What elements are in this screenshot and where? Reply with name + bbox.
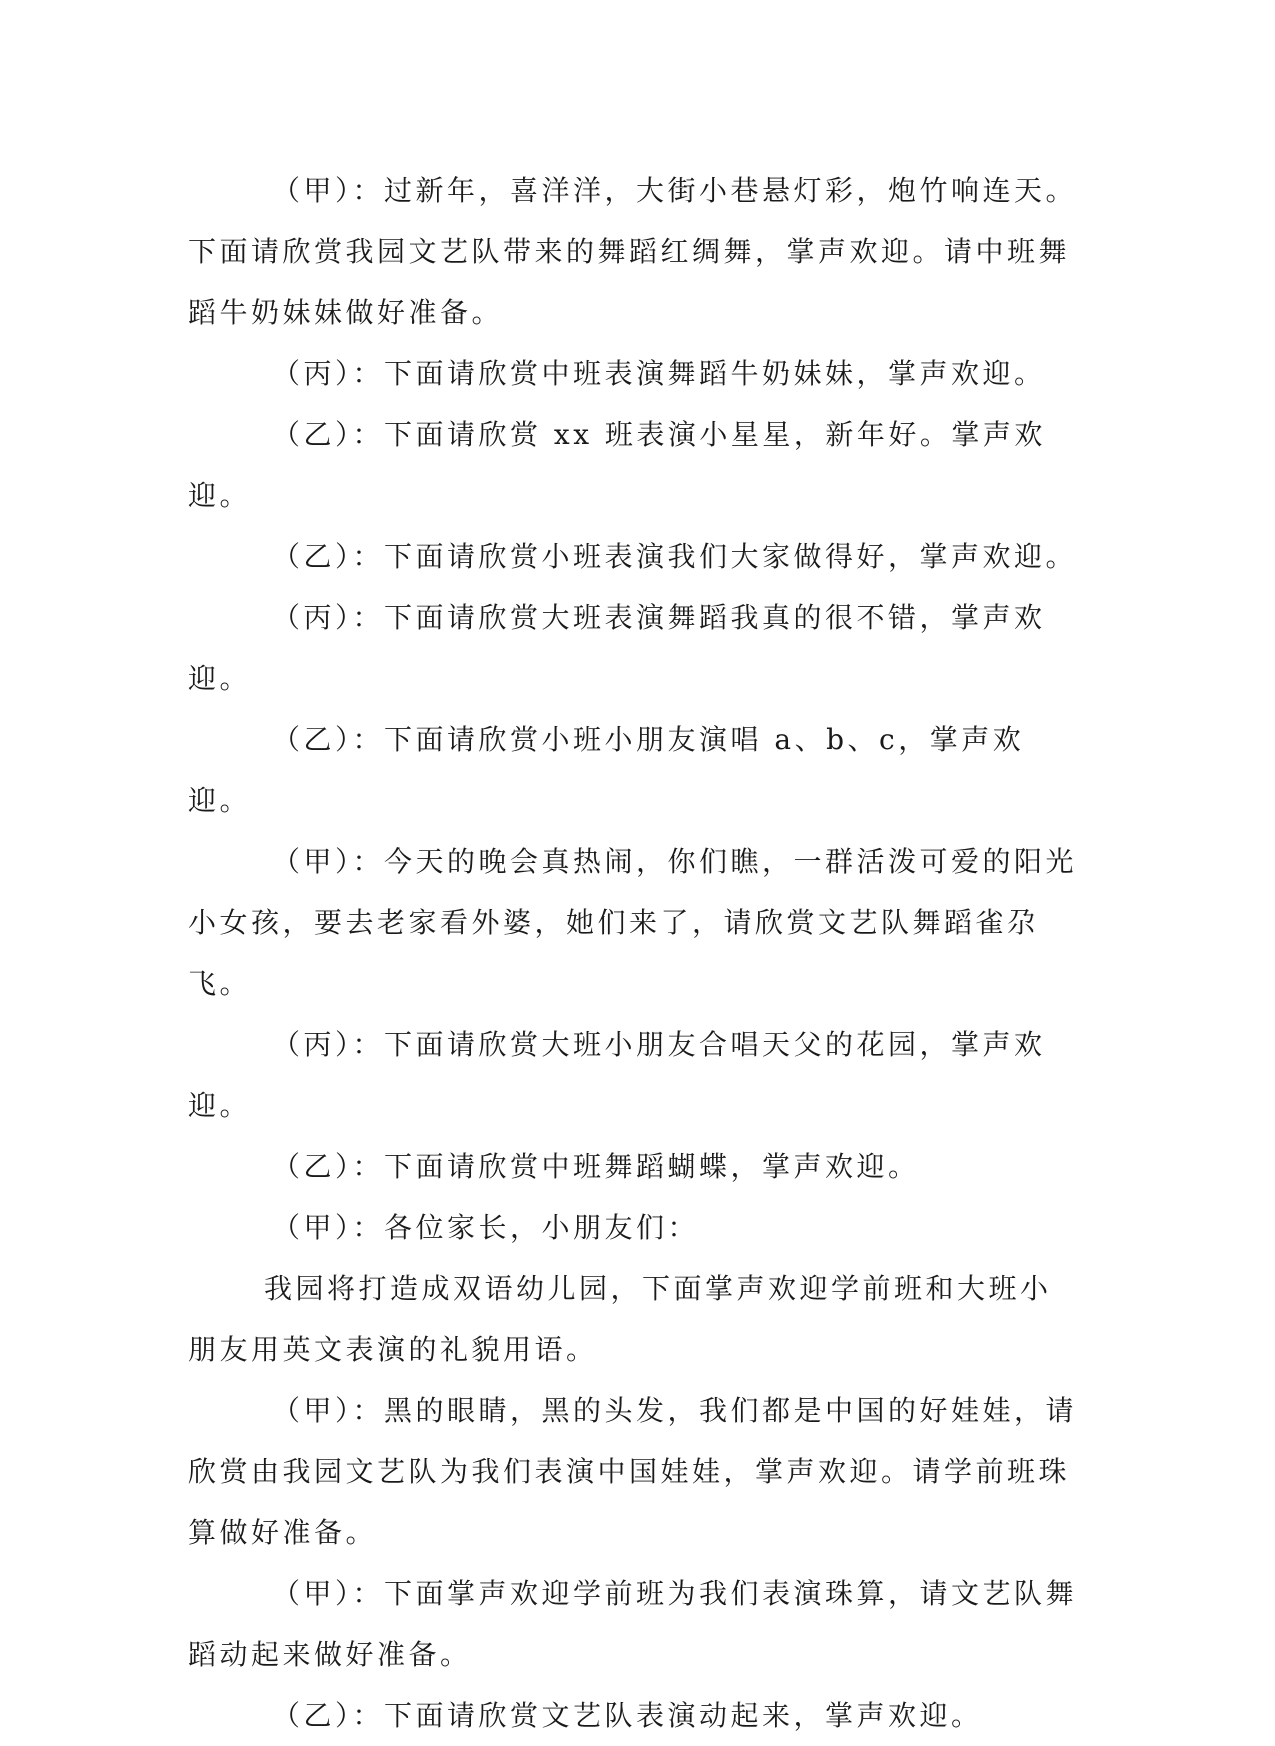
paragraph-7: （甲）：今天的晚会真热闹，你们瞧，一群活泼可爱的阳光小女孩，要去老家看外婆，她们来了，请欣赏文艺队舞蹈雀尕飞。: [188, 845, 1078, 1000]
paragraph-1: （甲）：过新年，喜洋洋，大街小巷悬灯彩，炮竹响连天。下面请欣赏我园文艺队带来的舞蹈红绸舞，掌声欢迎。请中班舞蹈牛奶妹妹做好准备。: [188, 174, 1078, 329]
paragraph-12: （甲）：黑的眼睛，黑的头发，我们都是中国的好娃娃，请欣赏由我园文艺队为我们表演中国娃娃，掌声欢迎。请学前班珠算做好准备。: [188, 1394, 1078, 1549]
paragraph-3: （乙）：下面请欣赏 xx 班表演小星星，新年好。掌声欢迎。: [188, 418, 1046, 512]
paragraph-5: （丙）：下面请欣赏大班表演舞蹈我真的很不错，掌声欢迎。: [188, 601, 1046, 695]
paragraph-8: （丙）：下面请欣赏大班小朋友合唱天父的花园，掌声欢迎。: [188, 1028, 1046, 1122]
paragraph-11: 我园将打造成双语幼儿园，下面掌声欢迎学前班和大班小朋友用英文表演的礼貌用语。: [188, 1272, 1052, 1366]
paragraph-2: （丙）：下面请欣赏中班表演舞蹈牛奶妹妹，掌声欢迎。: [272, 357, 1046, 390]
paragraph-4: （乙）：下面请欣赏小班表演我们大家做得好，掌声欢迎。: [272, 540, 1078, 573]
paragraph-10: （甲）：各位家长，小朋友们：: [272, 1211, 700, 1244]
paragraph-14: （乙）：下面请欣赏文艺队表演动起来，掌声欢迎。: [272, 1699, 983, 1732]
document-body: [188, 160, 1078, 1746]
paragraph-6: （乙）：下面请欣赏小班小朋友演唱 a、b、c，掌声欢迎。: [188, 723, 1025, 817]
paragraph-13: （甲）：下面掌声欢迎学前班为我们表演珠算，请文艺队舞蹈动起来做好准备。: [188, 1577, 1078, 1671]
paragraph-9: （乙）：下面请欣赏中班舞蹈蝴蝶，掌声欢迎。: [272, 1150, 920, 1183]
